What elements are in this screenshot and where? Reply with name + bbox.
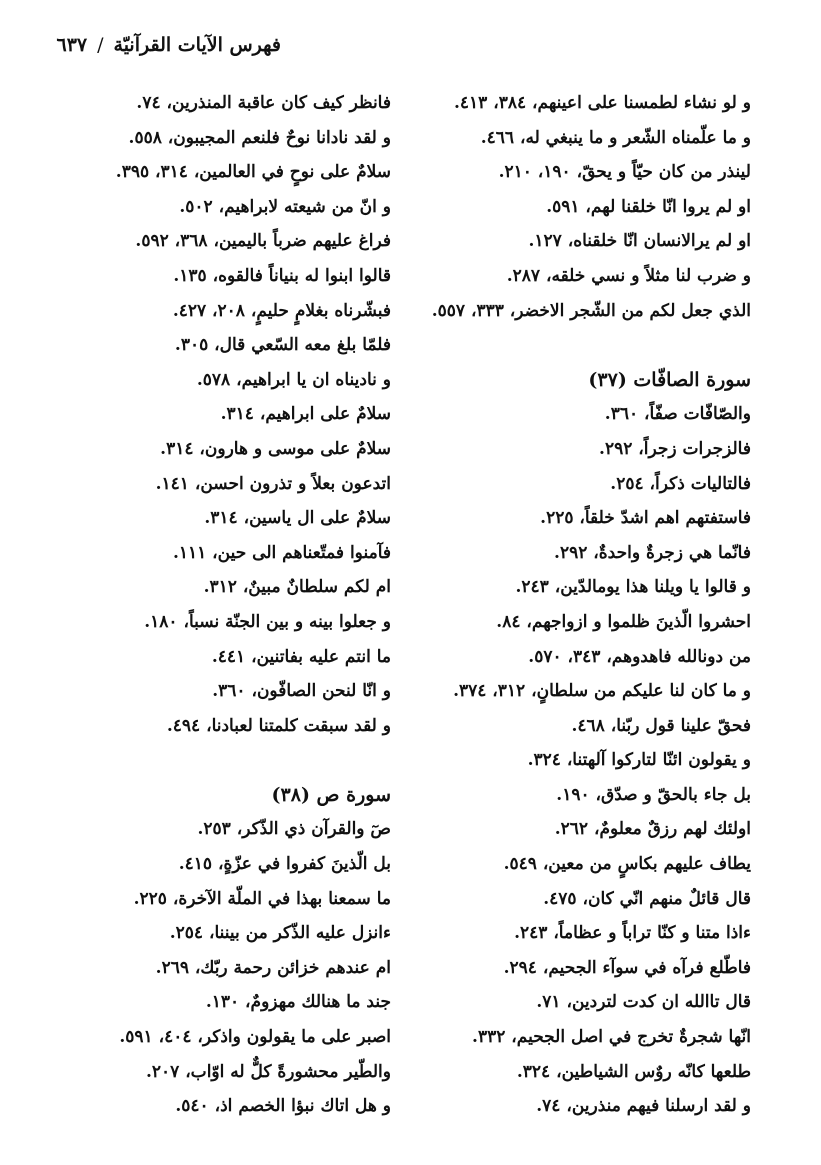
right-column — [381, 86, 751, 1124]
verse-index-entry: و يقولون ائنّا لتاركوا آلهتنا، ٣٢٤. — [527, 750, 751, 771]
verse-index-entry: احشروا الّذينَ ظلموا و ازواجهم، ٨٤. — [496, 611, 751, 632]
verse-index-entry: او لم يرالانسان انّا خلقناه، ١٢٧. — [528, 231, 751, 252]
verse-index-entry: لينذر من كان حيّاً و يحقّ، ١٩٠، ٢١٠. — [498, 162, 751, 183]
verse-index-entry: سلامٌ على ابراهيم، ٣١٤. — [220, 404, 391, 425]
verse-index-entry: يطاف عليهم بكاسٍ من معين، ٥٤٩. — [503, 854, 751, 875]
verse-list-top — [381, 86, 751, 328]
running-title: فهرس الآيات القرآنيّة — [113, 34, 281, 56]
verse-index-entry: ما انتم عليه بفاتنين، ٤٤١. — [211, 646, 391, 667]
verse-index-entry: فبشّرناه بغلامٍ حليمٍ، ٢٠٨، ٤٢٧. — [172, 300, 391, 321]
verse-index-entry: والطّير محشورةً كلٌّ له اوّاب، ٢٠٧. — [145, 1061, 391, 1082]
verse-index-entry: و ناديناه ان يا ابراهيم، ٥٧٨. — [196, 369, 391, 390]
verse-index-entry: و انّا لنحن الصافّون، ٣٦٠. — [212, 681, 391, 702]
verse-index-entry: والصّافّات صفّاً، ٣٦٠. — [604, 404, 751, 425]
spacer — [11, 743, 391, 778]
verse-index-entry: سلامٌ على ال ياسين، ٣١٤. — [204, 508, 391, 529]
verse-index-entry: و جعلوا بينه و بين الجنّة نسباً، ١٨٠. — [144, 611, 391, 632]
verse-index-entry: جند ما هنالك مهزومٌ، ١٣٠. — [205, 992, 391, 1013]
verse-index-entry: و ضرب لنا مثلاً و نسي خلقه، ٢٨٧. — [506, 265, 751, 286]
verse-index-entry: الذي جعل لكم من الشّجر الاخضر، ٣٣٣، ٥٥٧. — [431, 300, 751, 321]
verse-index-entry: سلامٌ على نوحٍ في العالمين، ٣١٤، ٣٩٥. — [115, 162, 391, 183]
verse-index-entry: و لقد سبقت كلمتنا لعبادنا، ٤٩٤. — [166, 715, 391, 736]
verse-index-entry: بل جاء بالحقّ و صدّق، ١٩٠. — [556, 784, 751, 805]
verse-index-entry: ءاذا متنا و كنّا تراباً و عظاماً، ٢٤٣. — [514, 923, 751, 944]
verse-index-entry: و انّ من شيعته لابراهيم، ٥٠٢. — [179, 196, 391, 217]
spacer — [381, 328, 751, 363]
verse-index-entry: من دونالله فاهدوهم، ٣٤٣، ٥٧٠. — [528, 646, 751, 667]
verse-index-entry: اصبر على ما يقولون واذكر، ٤٠٤، ٥٩١. — [119, 1027, 391, 1048]
verse-index-entry: فراغ عليهم ضرباً باليمين، ٣٦٨، ٥٩٢. — [135, 231, 391, 252]
page-number: ٦٣٧ — [56, 34, 88, 56]
verse-index-entry: فالتاليات ذكراً، ٢٥٤. — [610, 473, 751, 494]
verse-index-entry: و هل اتاك نبؤا الخصم اذ، ٥٤٠. — [175, 1096, 391, 1117]
verse-list-bottom — [11, 812, 391, 1123]
verse-index-entry: انّها شجرةٌ تخرج في اصل الجحيم، ٣٣٢. — [472, 1027, 751, 1048]
verse-index-entry: او لم يروا انّا خلقنا لهم، ٥٩١. — [546, 196, 751, 217]
verse-index-entry: فاستفتهم اهم اشدّ خلقاً، ٢٢٥. — [540, 508, 751, 529]
verse-list-bottom — [381, 397, 751, 1123]
verse-index-entry: اتدعون بعلاً و تذرون احسن، ١٤١. — [155, 473, 391, 494]
verse-index-entry: ام عندهم خزائن رحمة ربّك، ٢٦٩. — [155, 957, 391, 978]
verse-index-entry: ام لكم سلطانٌ مبينٌ، ٣١٢. — [203, 577, 391, 598]
verse-index-entry: و ما علّمناه الشّعر و ما ينبغي له، ٤٦٦. — [480, 127, 751, 148]
verse-index-entry: طلعها كانّه روٌس الشياطين، ٣٢٤. — [516, 1061, 751, 1082]
verse-index-entry: و ما كان لنا عليكم من سلطانٍ، ٣١٢، ٣٧٤. — [453, 681, 751, 702]
verse-index-entry: سلامٌ على موسى و هارون، ٣١٤. — [160, 438, 391, 459]
surah-heading: سورة ص (٣٨) — [271, 783, 391, 806]
verse-index-entry: فلمّا بلغ معه السّعي قال، ٣٠٥. — [174, 335, 391, 356]
verse-index-entry: فآمنوا فمتّعناهم الى حين، ١١١. — [172, 542, 391, 563]
verse-index-entry: فانظر كيف كان عاقبة المنذرين، ٧٤. — [136, 93, 391, 113]
verse-index-entry: و لقد نادانا نوحٌ فلنعم المجيبون، ٥٥٨. — [128, 127, 391, 148]
verse-index-entry: فاطّلع فرآه في سوآء الجحيم، ٢٩٤. — [503, 957, 751, 978]
verse-index-entry: فالزجرات زجراً، ٢٩٢. — [599, 438, 751, 459]
verse-index-entry: و قالوا يا ويلنا هذا يومالدّين، ٢٤٣. — [515, 577, 751, 598]
verse-index-entry: و لو نشاء لطمسنا على اعينهم، ٣٨٤، ٤١٣. — [453, 93, 751, 113]
verse-index-entry: فانّما هي زجرةٌ واحدةٌ، ٢٩٢. — [554, 542, 751, 563]
surah-heading: سورة الصافّات (٣٧) — [588, 368, 751, 391]
verse-index-entry: اولئك لهم رزقٌ معلومٌ، ٢٦٢. — [554, 819, 751, 840]
verse-index-entry: صٓ والقرآن ذي الذّكر، ٢٥٣. — [197, 819, 391, 840]
verse-index-entry: و لقد ارسلنا فيهم منذرين، ٧٤. — [536, 1096, 751, 1117]
verse-index-entry: قال قائلٌ منهم انّي كان، ٤٧٥. — [543, 888, 751, 909]
verse-index-entry: قالوا ابنوا له بنياناً فالقوه، ١٣٥. — [173, 265, 391, 286]
header-separator: / — [97, 34, 104, 56]
verse-index-entry: بل الّذينَ كفروا في عزّةٍ، ٤١٥. — [178, 854, 391, 875]
verse-index-entry: ما سمعنا بهذا في الملّة الآخرة، ٢٢٥. — [133, 888, 391, 909]
verse-index-entry: قال تاالله ان كدت لتردين، ٧١. — [536, 992, 751, 1013]
left-column — [11, 86, 391, 1124]
page-header — [56, 34, 281, 56]
verse-list-top — [11, 86, 391, 743]
verse-index-entry: ءانزل عليه الذّكر من بيننا، ٢٥٤. — [169, 923, 391, 944]
verse-index-entry: فحقّ علينا قول ربّنا، ٤٦٨. — [571, 715, 751, 736]
